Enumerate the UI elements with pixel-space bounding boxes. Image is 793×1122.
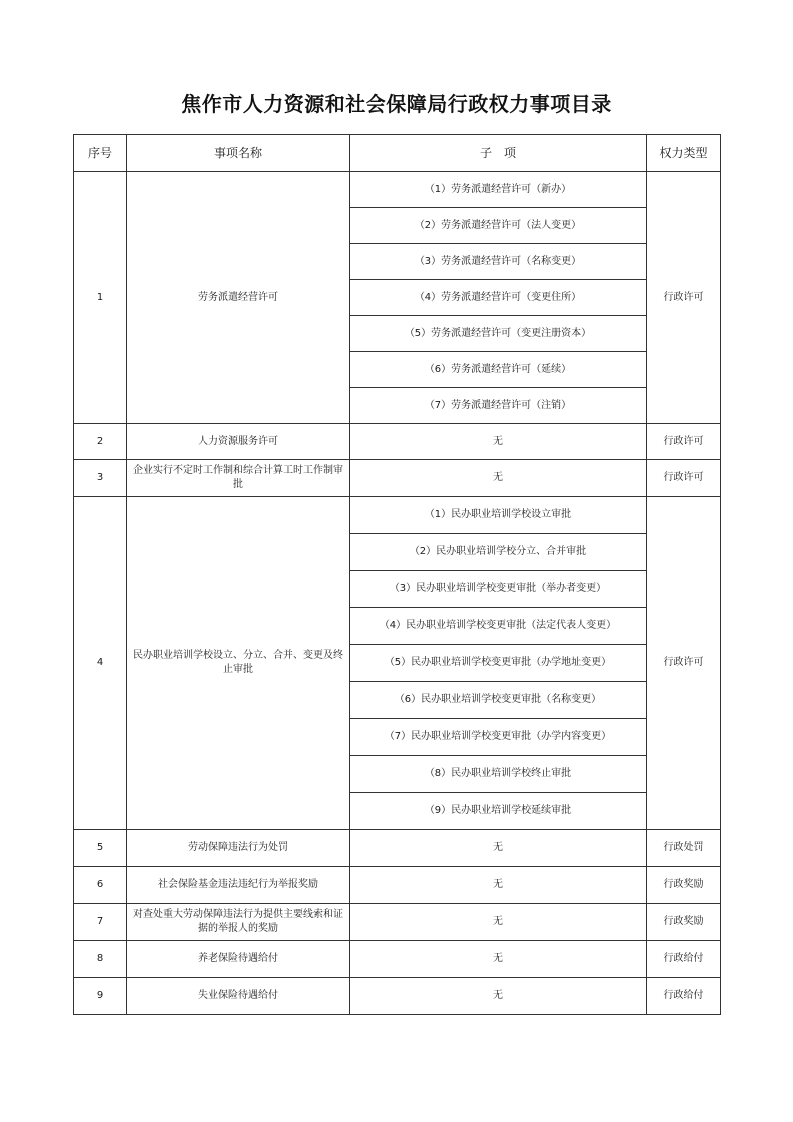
item-sub: （4）劳务派遣经营许可（变更住所） [350, 280, 647, 316]
item-name: 社会保险基金违法违纪行为举报奖励 [127, 867, 350, 904]
table-row [74, 830, 721, 867]
table-row [74, 941, 721, 978]
item-sub: （5）劳务派遣经营许可（变更注册资本） [350, 316, 647, 352]
item-sub: （2）劳务派遣经营许可（法人变更） [350, 208, 647, 244]
item-seq: 1 [74, 172, 127, 424]
table-row [74, 867, 721, 904]
item-type: 行政许可 [647, 424, 721, 460]
item-sub: （1）劳务派遣经营许可（新办） [350, 172, 647, 208]
item-seq: 6 [74, 867, 127, 904]
item-sub: （8）民办职业培训学校终止审批 [350, 756, 647, 793]
item-type: 行政奖励 [647, 904, 721, 941]
table-row [74, 424, 721, 460]
item-sub: 无 [350, 830, 647, 867]
header-seq: 序号 [74, 135, 127, 172]
header-sub: 子 项 [350, 135, 647, 172]
item-sub: 无 [350, 978, 647, 1015]
item-name: 对查处重大劳动保障违法行为提供主要线索和证据的举报人的奖励 [127, 904, 350, 941]
item-type: 行政处罚 [647, 830, 721, 867]
table-row [74, 497, 721, 534]
item-sub: 无 [350, 867, 647, 904]
item-name: 企业实行不定时工作制和综合计算工时工作制审批 [127, 460, 350, 497]
header-row [74, 135, 721, 172]
item-sub: （9）民办职业培训学校延续审批 [350, 793, 647, 830]
item-type: 行政许可 [647, 497, 721, 830]
item-sub: 无 [350, 904, 647, 941]
item-name: 民办职业培训学校设立、分立、合并、变更及终止审批 [127, 497, 350, 830]
table-row [74, 904, 721, 941]
item-seq: 4 [74, 497, 127, 830]
header-type: 权力类型 [647, 135, 721, 172]
table-row [74, 460, 721, 497]
item-sub: 无 [350, 460, 647, 497]
table-row [74, 172, 721, 208]
item-sub: （4）民办职业培训学校变更审批（法定代表人变更） [350, 608, 647, 645]
item-name: 人力资源服务许可 [127, 424, 350, 460]
item-sub: （7）民办职业培训学校变更审批（办学内容变更） [350, 719, 647, 756]
item-sub: 无 [350, 424, 647, 460]
item-seq: 7 [74, 904, 127, 941]
item-type: 行政奖励 [647, 867, 721, 904]
item-type: 行政给付 [647, 941, 721, 978]
item-sub: （2）民办职业培训学校分立、合并审批 [350, 534, 647, 571]
item-seq: 3 [74, 460, 127, 497]
item-seq: 8 [74, 941, 127, 978]
header-name: 事项名称 [127, 135, 350, 172]
item-sub: （3）劳务派遣经营许可（名称变更） [350, 244, 647, 280]
item-sub: （3）民办职业培训学校变更审批（举办者变更） [350, 571, 647, 608]
item-sub: （7）劳务派遣经营许可（注销） [350, 388, 647, 424]
page-title: 焦作市人力资源和社会保障局行政权力事项目录 [181, 92, 612, 116]
item-type: 行政给付 [647, 978, 721, 1015]
item-sub: 无 [350, 941, 647, 978]
item-type: 行政许可 [647, 460, 721, 497]
item-name: 养老保险待遇给付 [127, 941, 350, 978]
item-seq: 5 [74, 830, 127, 867]
item-sub: （6）劳务派遣经营许可（延续） [350, 352, 647, 388]
table-row [74, 978, 721, 1015]
item-sub: （6）民办职业培训学校变更审批（名称变更） [350, 682, 647, 719]
item-sub: （5）民办职业培训学校变更审批（办学地址变更） [350, 645, 647, 682]
item-seq: 9 [74, 978, 127, 1015]
item-name: 失业保险待遇给付 [127, 978, 350, 1015]
item-seq: 2 [74, 424, 127, 460]
item-sub: （1）民办职业培训学校设立审批 [350, 497, 647, 534]
item-type: 行政许可 [647, 172, 721, 424]
power-items-table [73, 134, 721, 1015]
item-name: 劳动保障违法行为处罚 [127, 830, 350, 867]
item-name: 劳务派遣经营许可 [127, 172, 350, 424]
